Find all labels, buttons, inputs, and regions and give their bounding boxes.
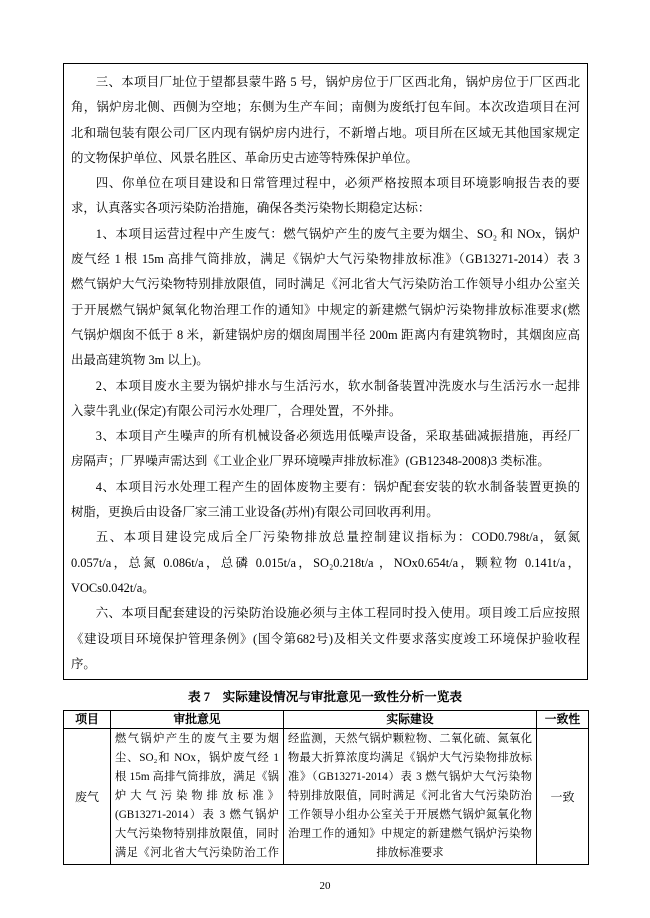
text-line: 房隔声；厂界噪声需达到《工业企业厂界环境噪声排放标准》(GB12348-2008)3 类标准。 xyxy=(71,454,550,469)
cell-text-line: 经监测，天然气锅炉颗粒物、二氧化硫、氮氧化 xyxy=(288,733,532,745)
text-line: 1、本项目运营过程中产生废气：燃气锅炉产生的废气主要为烟尘、SO₂ 和 NOx，锅炉 xyxy=(95,226,580,241)
cell-text-line: 特别排放限值，同时满足《河北省大气污染防治 xyxy=(288,790,532,802)
cell-text-line: 炉大气污染物排放标准》 xyxy=(115,790,279,802)
text-line: VOCs0.042t/a。 xyxy=(71,580,155,595)
paragraph-facilities-acceptance xyxy=(71,601,580,677)
text-line: 废气经 1 根 15m 高排气筒排放，满足《锅炉大气污染物排放标准》（GB13271-2014）表 3 xyxy=(71,252,580,267)
text-line: 4、本项目污水处理工程产生的固体废物主要有：锅炉配套安装的软水制备装置更换的 xyxy=(95,479,580,494)
table-title: 表 7 实际建设情况与审批意见一致性分析一览表 xyxy=(188,690,462,704)
text-line: 3、本项目产生噪声的所有机械设备必须选用低噪声设备，采取基础减振措施，再经厂 xyxy=(95,429,580,444)
text-line: 四、你单位在项目建设和日常管理过程中，必须严格按照本项目环境影响报告表的要 xyxy=(95,176,580,191)
text-line: 的文物保护单位、风景名胜区、革命历史古迹等特殊保护单位。 xyxy=(71,150,418,165)
paragraph-emission-totals xyxy=(71,525,580,601)
text-line: 2、本项目废水主要为锅炉排水与生活污水，软水制备装置冲洗废水与生活污水一起排 xyxy=(95,378,580,393)
cell-text-line: 工作领导小组办公室关于开展燃气锅炉氮氧化物 xyxy=(288,809,532,821)
approval-opinion-box xyxy=(63,63,588,680)
cell-text-line: 燃气锅炉产生的废气主要为烟 xyxy=(115,733,279,745)
text-line: 《建设项目环境保护管理条例》(国令第682号)及相关文件要求落实度竣工环境保护验收程 xyxy=(71,631,580,646)
text-line: 三、本项目厂址位于望都县蒙牛路 5 号，锅炉房位于厂区西北角，锅炉房位于厂区西北 xyxy=(95,75,580,89)
paragraph-wastewater xyxy=(71,374,580,425)
page-number: 20 xyxy=(319,880,331,892)
text-line: 求，认真落实各项污染防治措施，确保各类污染物长期稳定达标： xyxy=(71,201,431,216)
cell-text-line: 尘、SO₂和 NOx，锅炉废气经 1 xyxy=(115,752,279,764)
text-line: 北和瑞包装有限公司厂区内现有锅炉房内进行，不新增占地。项目所在区域无其他国家规定 xyxy=(71,125,580,140)
cell-actual xyxy=(284,729,537,865)
header-consistency: 一致性 xyxy=(537,711,589,729)
cell-text-line: 排放标准要求 xyxy=(376,847,444,859)
text-line: 于开展燃气锅炉氮氧化物治理工作的通知》中规定的新建燃气锅炉污染物排放标准要求(燃 xyxy=(71,302,580,317)
header-actual: 实际建设 xyxy=(284,711,537,729)
text-line: 树脂，更换后由设备厂家三浦工业设备(苏州)有限公司回收再利用。 xyxy=(71,505,439,520)
consistency-table xyxy=(63,710,589,865)
text-line: 角，锅炉房北侧、西侧为空地；东侧为生产车间；南侧为废纸打包车间。本次改造项目在河 xyxy=(71,100,580,115)
paragraph-noise xyxy=(71,424,580,475)
text-line: 六、本项目配套建设的污染防治设施必须与主体工程同时投入使用。项目竣工后应按照 xyxy=(95,606,580,621)
cell-text-line: (GB13271-2014）表 3 燃气锅炉 xyxy=(115,809,279,821)
text-line: 0.057t/a，总氮 0.086t/a，总磷 0.015t/a，SO₂0.218t/a ，NOx0.654t/a，颗粒物 0.141t/a， xyxy=(71,555,580,570)
paragraph-solid-waste xyxy=(71,475,580,526)
table-row xyxy=(64,729,589,865)
paragraph-exhaust-gas xyxy=(71,222,580,374)
text-line: 出最高建筑物 3m 以上)。 xyxy=(71,353,209,368)
text-line: 序。 xyxy=(71,656,96,671)
cell-item: 废气 xyxy=(64,729,111,865)
text-line: 五、本项目建设完成后全厂污染物排放总量控制建议指标为：COD0.798t/a，氨氮 xyxy=(95,530,580,545)
cell-approval xyxy=(111,729,284,865)
cell-consistency: 一致 xyxy=(537,729,589,865)
paragraph-site-location xyxy=(71,70,580,171)
cell-text-line: 根 15m 高排气筒排放，满足《锅 xyxy=(115,771,279,783)
header-approval: 审批意见 xyxy=(111,711,284,729)
cell-text-line: 治理工作的通知》中规定的新建燃气锅炉污染物 xyxy=(288,828,532,840)
text-line: 入蒙牛乳业(保定)有限公司污水处理厂，合理处置，不外排。 xyxy=(71,403,402,418)
cell-text-line: 物最大折算浓度均满足《锅炉大气污染物排放标 xyxy=(288,752,532,764)
header-item: 项目 xyxy=(64,711,111,729)
cell-text-line: 满足《河北省大气污染防治工作 xyxy=(115,847,279,859)
text-line: 气锅炉烟囱不低于 8 米，新建锅炉房的烟囱周围半径 200m 距离内有建筑物时，其烟囱应高 xyxy=(71,327,580,342)
cell-text-line: 准》（GB13271-2014）表 3 燃气锅炉大气污染物 xyxy=(288,771,532,783)
table-header-row xyxy=(64,711,589,729)
paragraph-requirements-intro xyxy=(71,171,580,222)
cell-text-line: 大气污染物特别排放限值，同时 xyxy=(115,828,279,840)
text-line: 燃气锅炉大气污染物特别排放限值，同时满足《河北省大气污染防治工作领导小组办公室关 xyxy=(71,277,580,292)
